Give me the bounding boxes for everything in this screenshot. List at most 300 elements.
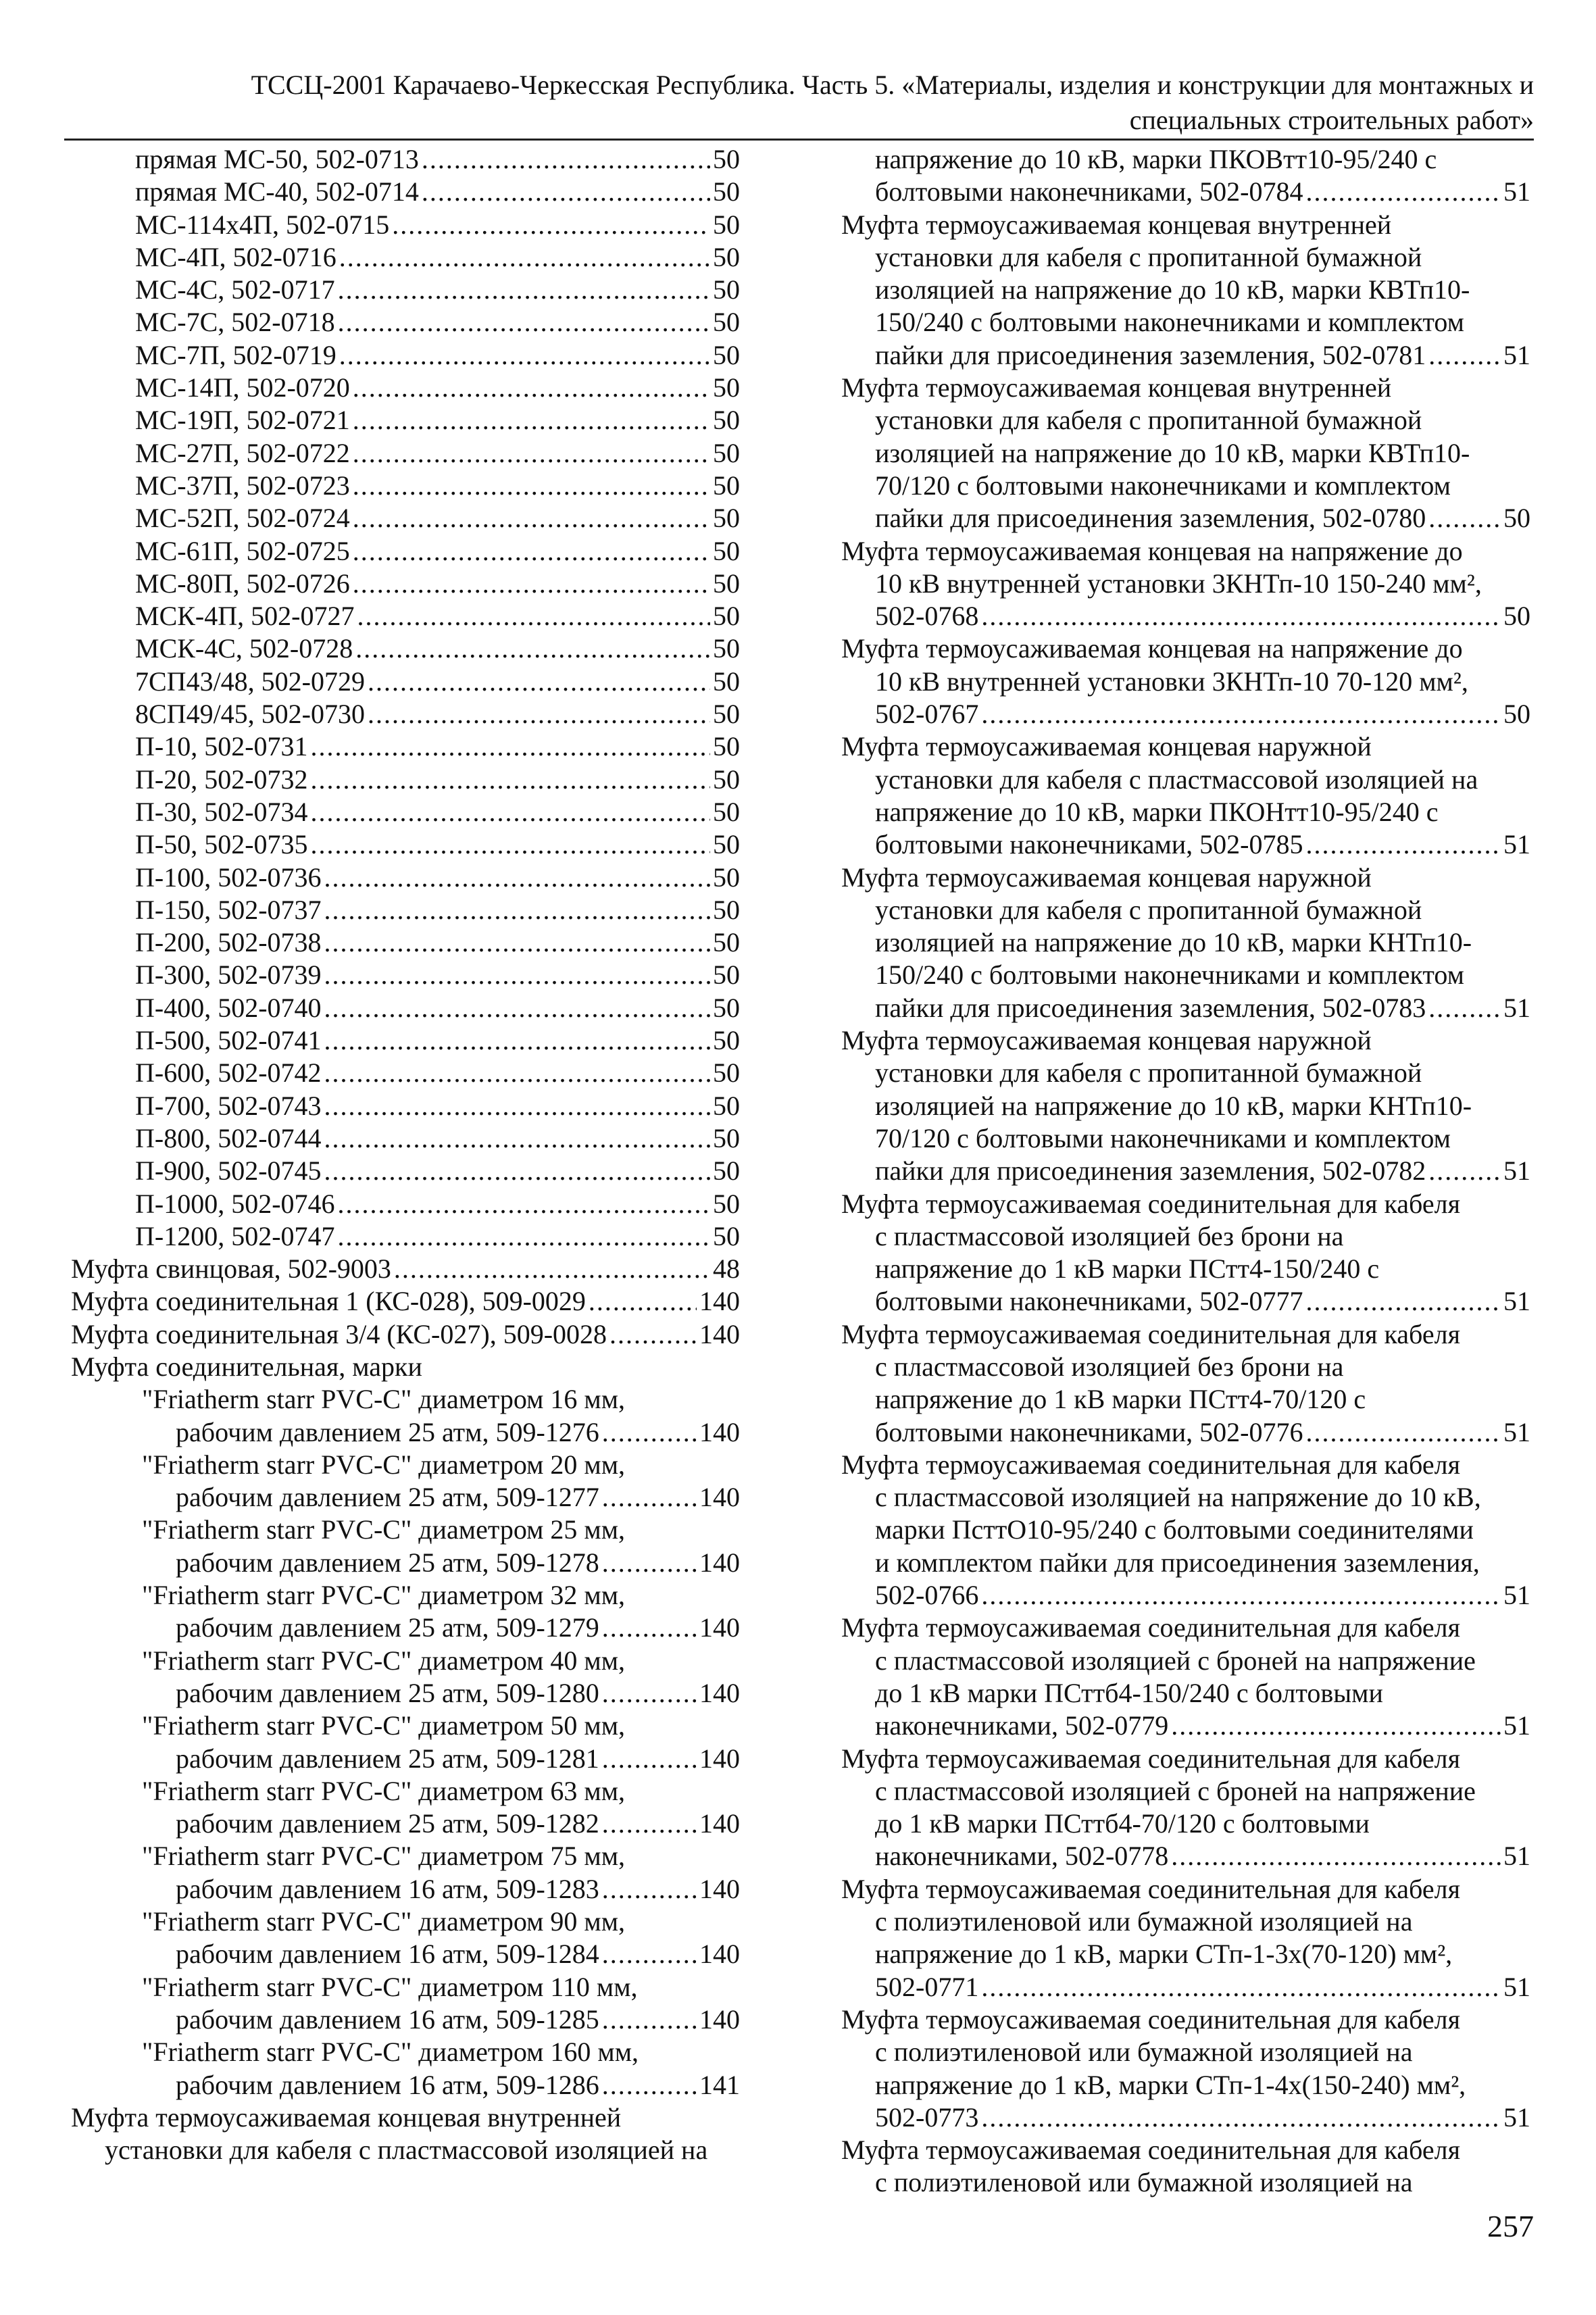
index-entry-page: 50 (713, 274, 740, 305)
index-line (841, 600, 1530, 632)
index-line (71, 1645, 740, 1677)
index-line (841, 1351, 1530, 1383)
index-entry-text: напряжение до 10 кВ, марки ПКОНтт10-95/240 с (875, 796, 1439, 827)
index-entry-page: 50 (713, 209, 740, 240)
index-entry-text: П-10, 502-0731 (135, 731, 308, 762)
dot-leader (1171, 1840, 1501, 1872)
index-entry-page: 51 (1503, 1841, 1530, 1872)
index-line (71, 1579, 740, 1612)
index-line (841, 2003, 1530, 2036)
index-line (71, 1547, 740, 1579)
index-entry-text: установки для кабеля с пластмассовой изоляцией на (105, 2135, 708, 2166)
dot-leader (324, 862, 710, 894)
index-entry-page: 50 (713, 503, 740, 534)
dot-leader (338, 1220, 710, 1253)
index-line (841, 1677, 1530, 1710)
index-entry-text: Муфта термоусаживаемая концевая внутренней (841, 372, 1392, 403)
index-line (71, 372, 740, 404)
index-entry-page: 48 (713, 1253, 740, 1285)
index-entry-text: с пластмассовой изоляцией с броней на напряжение (875, 1645, 1476, 1676)
index-line (71, 828, 740, 861)
page-number: 257 (1487, 2209, 1534, 2243)
index-line (71, 1873, 740, 1906)
index-entry-page: 50 (713, 796, 740, 827)
index-entry-page: 51 (1503, 829, 1530, 860)
index-entry-text: пайки для присоединения заземления, 502-0780 (875, 503, 1426, 534)
index-entry-text: рабочим давлением 25 атм, 509-1277 (176, 1482, 599, 1513)
index-line (71, 666, 740, 698)
index-entry-text: напряжение до 1 кВ марки ПСтт4-70/120 с (875, 1384, 1366, 1415)
index-entry-text: МС-19П, 502-0721 (135, 405, 350, 436)
index-line (71, 1188, 740, 1220)
index-entry-page: 140 (699, 1808, 740, 1839)
dot-leader (1428, 992, 1501, 1024)
index-line (841, 796, 1530, 828)
index-line (71, 437, 740, 470)
index-entry-text: установки для кабеля с пропитанной бумажной (875, 1057, 1422, 1089)
dot-leader (357, 600, 710, 632)
index-entry-text: болтовыми наконечниками, 502-0784 (875, 176, 1303, 207)
index-entry-page: 50 (1503, 699, 1530, 730)
index-entry-page: 50 (713, 927, 740, 958)
index-entry-text: болтовыми наконечниками, 502-0785 (875, 829, 1303, 860)
index-entry-text: рабочим давлением 25 атм, 509-1279 (176, 1612, 599, 1643)
index-line (841, 1122, 1530, 1155)
dot-leader (981, 600, 1501, 632)
index-line (71, 862, 740, 894)
index-entry-text: с пластмассовой изоляцией без брони на (875, 1351, 1344, 1382)
index-line (841, 992, 1530, 1024)
index-entry-page: 50 (713, 405, 740, 436)
index-entry-page: 140 (699, 1286, 740, 1317)
dot-leader (1306, 1416, 1501, 1449)
dot-leader (311, 828, 710, 861)
index-entry-page: 140 (699, 1318, 740, 1349)
index-entry-text: 502-0766 (875, 1580, 979, 1611)
index-line (71, 2036, 740, 2068)
index-entry-text: изоляцией на напряжение до 10 кВ, марки КНТп10- (875, 1090, 1472, 1121)
index-entry-text: установки для кабеля с пластмассовой изоляцией на (875, 764, 1478, 795)
index-entry-page: 51 (1503, 1155, 1530, 1187)
index-entry-text: напряжение до 1 кВ марки ПСтт4-150/240 с (875, 1253, 1380, 1285)
index-entry-text: рабочим давлением 16 атм, 509-1285 (176, 2003, 599, 2035)
index-line (71, 2101, 740, 2134)
index-entry-page: 51 (1503, 1971, 1530, 2002)
index-line (841, 1318, 1530, 1351)
index-entry-text: с пластмассовой изоляцией без брони на (875, 1220, 1344, 1251)
index-line (841, 2101, 1530, 2134)
index-entry-text: Муфта термоусаживаемая концевая на напряжение до (841, 535, 1463, 566)
index-entry-text: Муфта соединительная, марки (71, 1351, 422, 1382)
index-entry-text: пайки для присоединения заземления, 502-0781 (875, 339, 1426, 370)
dot-leader (1306, 1285, 1501, 1318)
index-entry-page: 50 (713, 731, 740, 762)
index-line (841, 1645, 1530, 1677)
index-entry-text: "Friatherm starr PVC-C" диаметром 160 мм, (142, 2037, 639, 2068)
index-entry-text: МС-80П, 502-0726 (135, 568, 350, 599)
dot-leader (394, 1253, 710, 1285)
index-entry-text: МС-61П, 502-0725 (135, 535, 350, 566)
index-entry-page: 51 (1503, 1580, 1530, 1611)
index-entry-text: П-50, 502-0735 (135, 829, 308, 860)
index-entry-text: П-800, 502-0744 (135, 1122, 322, 1153)
index-entry-text: рабочим давлением 16 атм, 509-1283 (176, 1873, 599, 1904)
index-entry-text: Муфта свинцовая, 502-9003 (71, 1253, 391, 1285)
index-entry-text: П-200, 502-0738 (135, 927, 322, 958)
header-rule (64, 139, 1534, 141)
index-line (71, 143, 740, 176)
index-line (71, 926, 740, 959)
index-entry-text: с полиэтиленовой или бумажной изоляцией на (875, 1906, 1413, 1937)
dot-leader (324, 926, 710, 959)
dot-leader (339, 241, 710, 274)
index-line (71, 1514, 740, 1546)
dot-leader (422, 143, 710, 176)
index-line (841, 1971, 1530, 2003)
dot-leader (602, 1873, 697, 1906)
index-entry-text: МС-7П, 502-0719 (135, 339, 336, 370)
index-entry-page: 140 (699, 1612, 740, 1643)
index-entry-text: 7СП43/48, 502-0729 (135, 666, 365, 697)
index-line (71, 632, 740, 665)
dot-leader (324, 1155, 710, 1187)
index-entry-text: рабочим давлением 25 атм, 509-1280 (176, 1677, 599, 1708)
dot-leader (602, 1612, 697, 1644)
index-entry-text: Муфта термоусаживаемая концевая наружной (841, 731, 1372, 762)
index-entry-text: 10 кВ внутренней установки 3КНТп-10 70-120 мм², (875, 666, 1468, 697)
index-entry-text: Муфта соединительная 3/4 (КС-027), 509-0028 (71, 1318, 607, 1349)
index-entry-text: Муфта термоусаживаемая соединительная для кабеля (841, 1188, 1460, 1219)
dot-leader (981, 1971, 1501, 2003)
index-line (71, 209, 740, 241)
index-line (841, 1938, 1530, 1970)
index-entry-text: "Friatherm starr PVC-C" диаметром 25 мм, (142, 1514, 625, 1545)
index-entry-page: 140 (699, 1416, 740, 1447)
index-entry-text: 150/240 с болтовыми наконечниками и комплектом (875, 307, 1464, 338)
index-entry-page: 50 (713, 992, 740, 1023)
index-entry-text: 8СП49/45, 502-0730 (135, 699, 365, 730)
index-line (841, 568, 1530, 600)
index-entry-text: "Friatherm starr PVC-C" диаметром 90 мм, (142, 1906, 625, 1937)
index-line (841, 1416, 1530, 1449)
index-entry-page: 51 (1503, 992, 1530, 1023)
index-line (71, 796, 740, 828)
index-entry-text: пайки для присоединения заземления, 502-0783 (875, 992, 1426, 1023)
dot-leader (338, 274, 710, 306)
dot-leader (602, 1808, 697, 1840)
index-line (71, 568, 740, 600)
index-line (841, 274, 1530, 306)
index-entry-page: 50 (713, 437, 740, 468)
index-entry-text: 502-0771 (875, 1971, 979, 2002)
index-line (841, 862, 1530, 894)
index-entry-page: 50 (713, 666, 740, 697)
index-entry-text: П-400, 502-0740 (135, 992, 322, 1023)
dot-leader (422, 176, 710, 208)
index-entry-page: 50 (713, 372, 740, 403)
index-line (71, 1743, 740, 1775)
index-line (841, 698, 1530, 730)
index-line (71, 1612, 740, 1644)
index-entry-page: 50 (713, 1122, 740, 1153)
dot-leader (353, 568, 710, 600)
index-entry-text: Муфта термоусаживаемая соединительная для кабеля (841, 1318, 1460, 1349)
index-line (71, 1253, 740, 1285)
index-line (841, 209, 1530, 241)
dot-leader (324, 1122, 710, 1155)
index-entry-text: МС-7С, 502-0718 (135, 307, 335, 338)
index-entry-text: 70/120 с болтовыми наконечниками и комплектом (875, 470, 1451, 501)
index-entry-page: 50 (713, 307, 740, 338)
index-entry-text: болтовыми наконечниками, 502-0777 (875, 1286, 1303, 1317)
index-entry-page: 140 (699, 1482, 740, 1513)
index-entry-text: МС-114х4П, 502-0715 (135, 209, 390, 240)
index-entry-text: Муфта термоусаживаемая соединительная для кабеля (841, 2003, 1460, 2035)
index-line (841, 632, 1530, 665)
index-line (841, 1743, 1530, 1775)
index-entry-text: МСК-4С, 502-0728 (135, 633, 353, 664)
index-line (71, 698, 740, 730)
index-line (71, 339, 740, 372)
index-entry-text: 502-0773 (875, 2101, 979, 2133)
dot-leader (311, 730, 710, 763)
index-entry-text: марки ПсттО10-95/240 с болтовыми соединителями (875, 1514, 1474, 1545)
index-entry-page: 50 (713, 764, 740, 795)
index-entry-text: МС-4П, 502-0716 (135, 241, 336, 272)
index-entry-page: 140 (699, 1677, 740, 1708)
dot-leader (1306, 176, 1501, 208)
index-line (71, 1318, 740, 1351)
index-line (841, 339, 1530, 372)
index-line (71, 1938, 740, 1970)
dot-leader (353, 372, 710, 404)
index-line (841, 666, 1530, 698)
index-entry-page: 51 (1503, 1710, 1530, 1741)
index-entry-text: Муфта термоусаживаемая соединительная для кабеля (841, 1743, 1460, 1774)
index-entry-text: напряжение до 10 кВ, марки ПКОВтт10-95/240 с (875, 144, 1437, 174)
index-line (71, 1449, 740, 1481)
dot-leader (1306, 828, 1501, 861)
index-line (841, 1188, 1530, 1220)
dot-leader (602, 1481, 697, 1514)
index-entry-page: 50 (713, 1025, 740, 1056)
index-entry-text: 10 кВ внутренней установки 3КНТп-10 150-240 мм², (875, 568, 1482, 599)
index-line (841, 372, 1530, 404)
index-entry-text: установки для кабеля с пропитанной бумажной (875, 405, 1422, 436)
index-entry-page: 51 (1503, 339, 1530, 370)
index-line (841, 535, 1530, 568)
index-entry-page: 140 (699, 1547, 740, 1578)
index-entry-page: 50 (713, 144, 740, 174)
index-line (71, 274, 740, 306)
index-entry-text: с полиэтиленовой или бумажной изоляцией на (875, 2167, 1413, 2198)
index-line (71, 502, 740, 534)
index-line (71, 1383, 740, 1416)
index-line (71, 1024, 740, 1057)
index-line (71, 535, 740, 568)
dot-leader (324, 894, 710, 926)
index-entry-page: 50 (713, 1090, 740, 1121)
index-line (71, 1285, 740, 1318)
index-entry-text: Муфта термоусаживаемая концевая наружной (841, 1025, 1372, 1056)
index-entry-text: П-100, 502-0736 (135, 862, 322, 893)
index-entry-text: П-300, 502-0739 (135, 960, 322, 991)
index-line (841, 1220, 1530, 1253)
index-line (71, 730, 740, 763)
dot-leader (1428, 1155, 1501, 1187)
index-entry-page: 51 (1503, 176, 1530, 207)
index-entry-page: 50 (713, 176, 740, 207)
index-line (841, 1873, 1530, 1906)
index-entry-text: прямая МС-50, 502-0713 (135, 144, 419, 174)
index-line (71, 764, 740, 796)
dot-leader (353, 470, 710, 502)
index-entry-text: "Friatherm starr PVC-C" диаметром 32 мм, (142, 1580, 625, 1611)
index-entry-text: "Friatherm starr PVC-C" диаметром 16 мм, (142, 1384, 625, 1415)
index-entry-page: 50 (713, 699, 740, 730)
index-entry-text: "Friatherm starr PVC-C" диаметром 50 мм, (142, 1710, 625, 1741)
index-entry-text: и комплектом пайки для присоединения заземления, (875, 1547, 1480, 1578)
index-entry-page: 50 (713, 862, 740, 893)
index-line (71, 404, 740, 437)
index-entry-page: 140 (699, 2003, 740, 2035)
dot-leader (602, 2069, 697, 2101)
index-line (841, 764, 1530, 796)
index-entry-page: 50 (713, 241, 740, 272)
index-entry-text: "Friatherm starr PVC-C" диаметром 20 мм, (142, 1449, 625, 1480)
index-entry-page: 50 (713, 568, 740, 599)
dot-leader (353, 535, 710, 568)
index-entry-text: П-1200, 502-0747 (135, 1220, 335, 1251)
dot-leader (1171, 1710, 1501, 1742)
index-entry-text: Муфта термоусаживаемая соединительная для кабеля (841, 1612, 1460, 1643)
index-line (841, 306, 1530, 339)
index-line (841, 1906, 1530, 1938)
dot-leader (339, 339, 710, 372)
index-entry-text: Муфта термоусаживаемая соединительная для кабеля (841, 2135, 1460, 2166)
header-line-2: специальных строительных работ» (1129, 105, 1534, 135)
index-entry-page: 140 (699, 1873, 740, 1904)
index-entry-page: 51 (1503, 1416, 1530, 1447)
index-entry-text: П-900, 502-0745 (135, 1155, 322, 1187)
index-line (71, 306, 740, 339)
index-line (71, 176, 740, 208)
index-entry-page: 50 (713, 1188, 740, 1219)
index-line (841, 2036, 1530, 2068)
index-line (71, 1775, 740, 1808)
dot-leader (324, 959, 710, 991)
index-entry-text: установки для кабеля с пропитанной бумажной (875, 241, 1422, 272)
index-line (71, 894, 740, 926)
index-entry-page: 50 (713, 633, 740, 664)
index-entry-page: 50 (1503, 503, 1530, 534)
dot-leader (353, 437, 710, 470)
index-entry-page: 50 (1503, 601, 1530, 632)
index-line (841, 2166, 1530, 2199)
index-line (841, 1808, 1530, 1840)
index-line (71, 1057, 740, 1089)
index-entry-text: "Friatherm starr PVC-C" диаметром 40 мм, (142, 1645, 625, 1676)
index-entry-text: "Friatherm starr PVC-C" диаметром 75 мм, (142, 1841, 625, 1872)
dot-leader (589, 1285, 697, 1318)
index-entry-text: МС-4С, 502-0717 (135, 274, 335, 305)
index-line (71, 2003, 740, 2036)
index-entry-text: П-30, 502-0734 (135, 796, 308, 827)
dot-leader (338, 306, 710, 339)
index-entry-text: напряжение до 1 кВ, марки СТп-1-4х(150-240) мм², (875, 2069, 1466, 2100)
index-entry-page: 140 (699, 1939, 740, 1970)
dot-leader (324, 1024, 710, 1057)
dot-leader (368, 698, 710, 730)
running-header (135, 68, 1534, 138)
index-line (841, 1579, 1530, 1612)
index-entry-text: Муфта термоусаживаемая соединительная для кабеля (841, 1873, 1460, 1904)
index-entry-text: рабочим давлением 25 атм, 509-1276 (176, 1416, 599, 1447)
index-line (841, 1775, 1530, 1808)
index-entry-page: 50 (713, 470, 740, 501)
index-entry-text: до 1 кВ марки ПСттб4-70/120 с болтовыми (875, 1808, 1370, 1839)
index-line (841, 241, 1530, 274)
index-line (841, 143, 1530, 176)
dot-leader (602, 1416, 697, 1449)
index-entry-text: П-600, 502-0742 (135, 1057, 322, 1089)
index-entry-text: пайки для присоединения заземления, 502-0782 (875, 1155, 1426, 1187)
index-entry-text: до 1 кВ марки ПСттб4-150/240 с болтовыми (875, 1677, 1383, 1708)
index-entry-text: рабочим давлением 25 атм, 509-1278 (176, 1547, 599, 1578)
index-line (841, 1090, 1530, 1122)
index-column-right (841, 143, 1530, 2199)
index-entry-page: 141 (699, 2069, 740, 2100)
index-entry-text: Муфта термоусаживаемая концевая внутренней (71, 2101, 622, 2133)
index-line (71, 2069, 740, 2101)
dot-leader (602, 1547, 697, 1579)
index-entry-text: Муфта термоусаживаемая концевая внутренней (841, 209, 1392, 240)
index-entry-page: 50 (713, 960, 740, 991)
index-entry-text: прямая МС-40, 502-0714 (135, 176, 419, 207)
index-entry-text: наконечниками, 502-0778 (875, 1841, 1169, 1872)
index-entry-text: "Friatherm starr PVC-C" диаметром 63 мм, (142, 1775, 625, 1806)
index-entry-text: изоляцией на напряжение до 10 кВ, марки КНТп10- (875, 927, 1472, 958)
index-line (71, 959, 740, 991)
index-line (841, 828, 1530, 861)
index-line (71, 1808, 740, 1840)
dot-leader (368, 666, 710, 698)
index-entry-text: рабочим давлением 16 атм, 509-1284 (176, 1939, 599, 1970)
index-entry-text: Муфта соединительная 1 (КС-028), 509-0029 (71, 1286, 586, 1317)
index-line (71, 1155, 740, 1187)
index-line (71, 2134, 740, 2166)
index-column-left (71, 143, 740, 2166)
index-entry-text: 70/120 с болтовыми наконечниками и комплектом (875, 1122, 1451, 1153)
index-line (841, 1840, 1530, 1872)
index-line (841, 1449, 1530, 1481)
index-entry-text: изоляцией на напряжение до 10 кВ, марки КВТп10- (875, 437, 1470, 468)
index-line (71, 470, 740, 502)
index-entry-text: с пластмассовой изоляцией на напряжение до 10 кВ, (875, 1482, 1481, 1513)
index-entry-text: МС-52П, 502-0724 (135, 503, 350, 534)
index-entry-text: болтовыми наконечниками, 502-0776 (875, 1416, 1303, 1447)
index-line (71, 1677, 740, 1710)
index-line (841, 470, 1530, 502)
index-line (841, 1710, 1530, 1742)
index-line (841, 1481, 1530, 1514)
dot-leader (324, 992, 710, 1024)
dot-leader (981, 698, 1501, 730)
index-entry-page: 51 (1503, 2101, 1530, 2133)
index-line (841, 1547, 1530, 1579)
index-line (841, 959, 1530, 991)
index-entry-text: П-150, 502-0737 (135, 894, 322, 925)
